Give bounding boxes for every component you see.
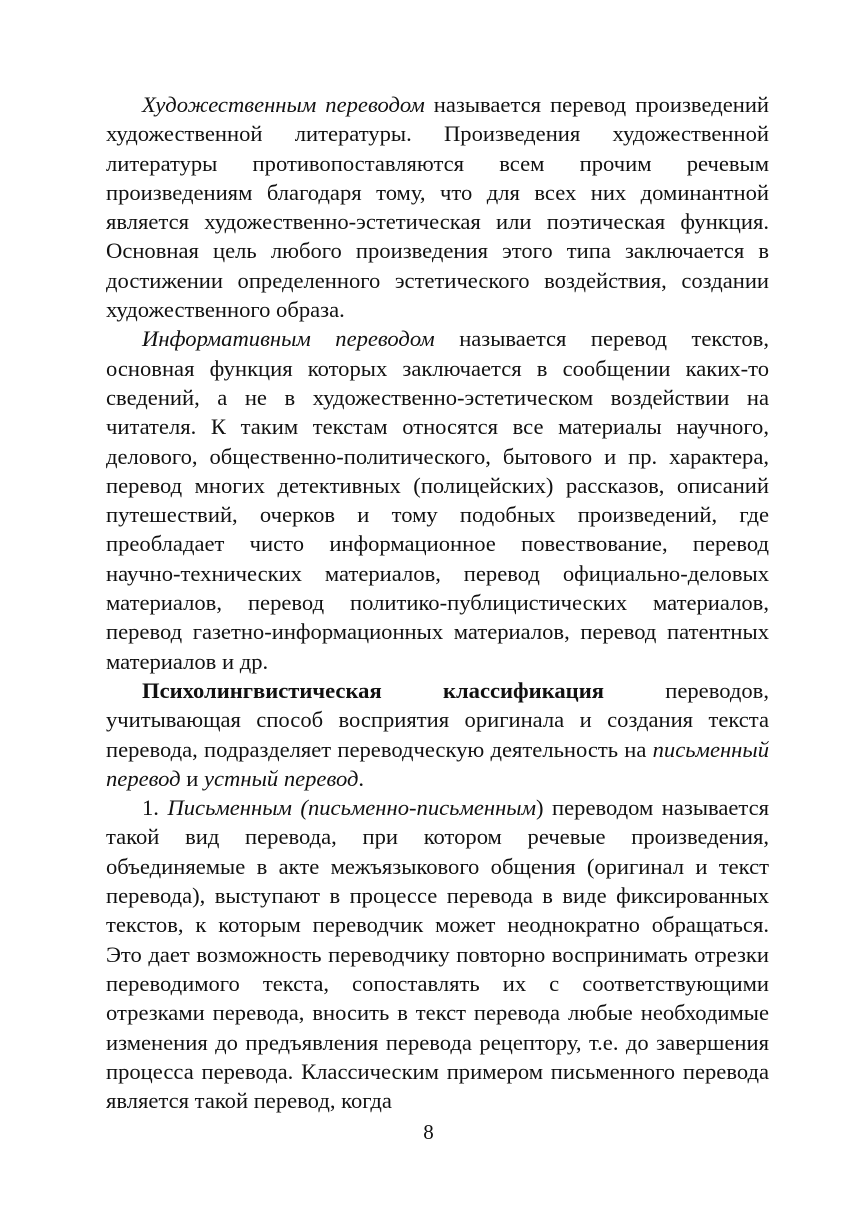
paragraph-psycholinguistic-classification: [106, 676, 769, 793]
term-psycholinguistic-classification: Психолингвистическая классификация: [142, 677, 604, 703]
term-literary-translation: Художественным переводом: [142, 92, 425, 117]
page-number: 8: [423, 1120, 434, 1144]
paragraph-text: переводов, учитывающая способ восприятия оригинала и создания текста перевода, подразделяет переводческую деятельность на: [106, 677, 769, 762]
page-body: [106, 90, 769, 1115]
term-written-written: Письменным (письменно-письменным: [167, 795, 537, 821]
term-oral-translation: устный перевод: [203, 765, 359, 791]
paragraph-text: .: [358, 765, 365, 791]
paragraph-informative-translation: [106, 324, 769, 676]
paragraph-text: ) переводом называется такой вид перевода, при котором речевые произведения, объединяемые в акте межъязыкового общения (оригинал и текст перевода), выступают в процессе перевода в виде фиксированных текстов, к которым переводчик может неоднократно обращаться. Это дает возможность переводчику повторно воспринимать отрезки переводимого текста, сопоставлять их с соответствующими отрезками перевода, вносить в текст перевода любые необходимые изменения до предъявления перевода рецептору, т.е. до завершения процесса перевода. Классическим примером письменного перевода является такой перевод, когда: [106, 795, 770, 1114]
paragraph-text: и: [180, 765, 204, 791]
paragraph-literary-translation: [106, 90, 769, 324]
paragraph-text: называется перевод произведений художественной литературы. Произведения художественной литературы противопоставляются всем прочим речевым произведениям благодаря тому, что для всех них доминантной является художественно-эстетическая или поэтическая функция. Основная цель любого произведения этого типа заключается в достижении определенного эстетического воздействия, создании художественного образа.: [106, 92, 769, 323]
paragraph-text: называется перевод текстов, основная функция которых заключается в сообщении каких-то сведений, а не в художественно-эстетическом воздействии на читателя. К таким текстам относятся все материалы научного, делового, общественно-политического, бытового и пр. характера, перевод многих детективных (полицейских) рассказов, описаний путешествий, очерков и тому подобных произведений, где преобладает чисто информационное повествование, перевод научно-технических материалов, перевод официально-деловых материалов, перевод политико-публицистических материалов, перевод газетно-информационных материалов, перевод патентных материалов и др.: [106, 326, 769, 674]
paragraph-written-translation: [106, 793, 769, 1115]
term-written-translation: письменный перевод: [106, 736, 769, 791]
list-number: 1.: [142, 795, 168, 821]
term-informative-translation: Информативным переводом: [142, 326, 435, 352]
